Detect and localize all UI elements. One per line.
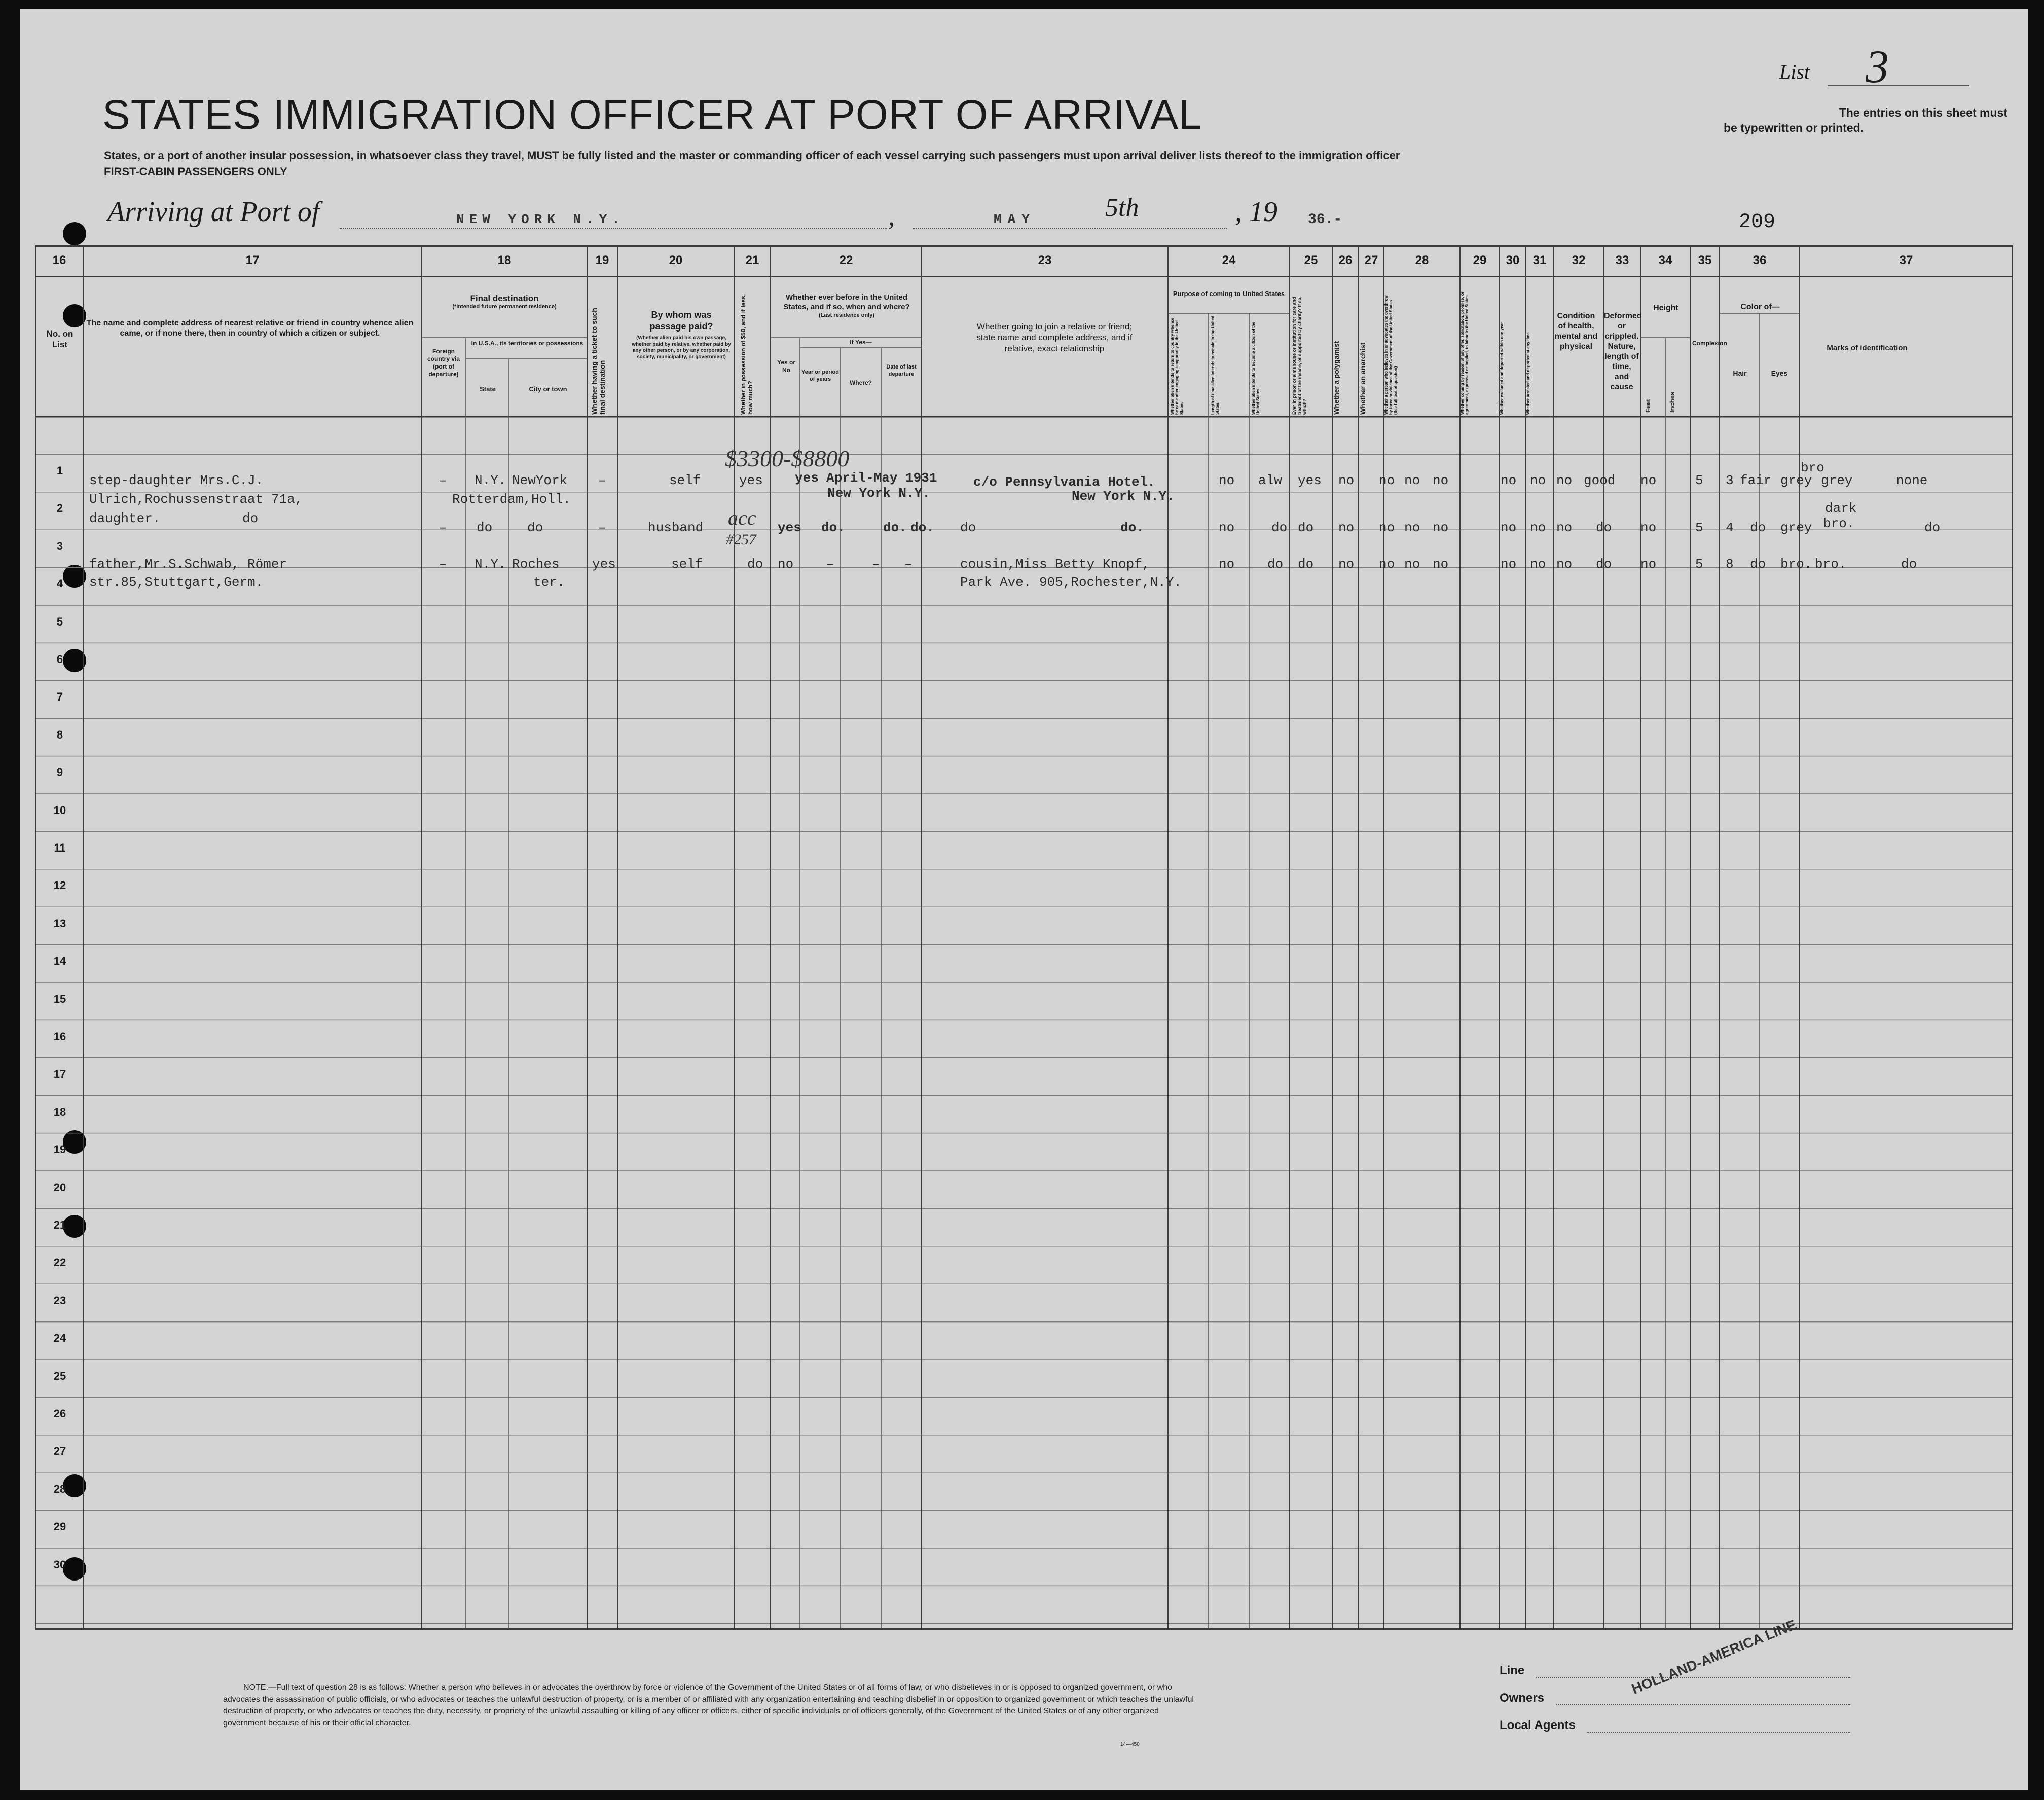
r2-money-note: #257 [726, 531, 756, 548]
row-number: 24 [53, 1332, 66, 1345]
day-value: 5th [1105, 193, 1139, 222]
r1-eyes: grey [1821, 473, 1853, 488]
r1-anarchist: no [1404, 473, 1420, 488]
column-number: 31 [1532, 253, 1547, 267]
column-number: 17 [245, 253, 260, 267]
row-number: 9 [56, 766, 63, 779]
r3-city-1: Roches [512, 557, 560, 572]
header-col20: By whom was passage paid? (Whether alien paid his own passage, whether paid by relative, whether paid by any other person, or by any corporation, society, municipality, or government) [632, 310, 731, 360]
r2-relative-do: do [242, 511, 259, 526]
row-number: 29 [53, 1520, 66, 1533]
manifest-grid [20, 9, 2028, 1790]
header-col18-usa: In U.S.A., its territories or possessions [471, 340, 583, 347]
r1-before-where: New York N.Y. [827, 486, 930, 501]
footnote: NOTE.—Full text of question 28 is as follows: Whether a person who believes in or advocates the overthrow by force or violence of the Government of the United States or of all forms of law, or who disbelieves in or is opposed to organized government, or who advocates the assassination of public officials, or who advocates or teaches the unlawful destruction of property, or is a member of or affiliated with any organization entertaining and teaching disbelief in or opposition to organized government or which teaches the unlawful destruction of property, or who advocates or teaches the duty, necessity, or propriety of the unlawful assaulting or killing of any officer or officers, either of specific individuals or of officers generally, of the Government of the United States or of any other organized government because of his or their official character. [223, 1683, 1194, 1728]
header-no-on-list: No. on List [46, 329, 74, 350]
header-col22-yesno: Yes or No [777, 359, 796, 374]
header-col18-city: City or town [529, 385, 567, 393]
r1-foreign: – [439, 473, 447, 488]
r2-deformed: no [1640, 520, 1657, 535]
r2-before-year: do. [821, 520, 845, 535]
list-label: List [1779, 60, 1810, 83]
r2-join-1: do [960, 520, 976, 535]
r3-join-1: cousin,Miss Betty Knopf, [960, 557, 1150, 572]
r2-length: do [1271, 520, 1288, 535]
r2-money: acc [728, 506, 756, 529]
header-col22: Whether ever before in the United States, and if so, when and where? (Last residence only) [783, 293, 910, 318]
r3-deported: no [1556, 557, 1573, 572]
header-col23: Whether going to join a relative or friend; state name and complete address, and if relative, exact relationship [976, 322, 1133, 353]
r2-return: no [1219, 520, 1235, 535]
header-col22-year: Year or period of years [801, 369, 839, 382]
row-number: 4 [56, 577, 63, 591]
r1-citizen: yes [1298, 473, 1322, 488]
r1-join-2: New York N.Y. [1072, 489, 1175, 504]
row-number: 18 [53, 1105, 66, 1118]
r2-city: do [527, 520, 543, 535]
r1-excluded: no [1530, 473, 1546, 488]
owners-underline [1556, 1704, 1850, 1705]
r2-before-where: do. [883, 520, 907, 535]
column-number: 16 [52, 253, 66, 267]
r1-join-1: c/o Pennsylvania Hotel. [973, 474, 1155, 490]
line-label: Line [1500, 1664, 1525, 1677]
list-number: 3 [1866, 41, 1889, 92]
r3-marks: do [1901, 557, 1917, 572]
column-number: 32 [1572, 253, 1586, 267]
r1-money-note: $3300-$8800 [725, 446, 850, 471]
r3-city-2: ter. [533, 575, 565, 590]
row-number: 17 [53, 1068, 66, 1081]
r3-polygamist: no [1379, 557, 1395, 572]
header-col25: Ever in prison or almshouse or institution for care and treatment of the insane, or supported by charity? If so, which? [1292, 296, 1307, 415]
row-number: 22 [53, 1256, 66, 1269]
r3-inches: 8 [1726, 557, 1734, 572]
r1-money: yes [739, 473, 763, 488]
r2-foreign: – [439, 520, 447, 535]
row-number: 3 [56, 539, 63, 553]
column-number: 29 [1473, 253, 1487, 267]
r3-eyes: bro. [1815, 557, 1847, 572]
header-col33: Deformed or crippled. Nature, length of time, and cause [1604, 312, 1642, 391]
r3-before-year: – [826, 557, 834, 572]
r1-before: yes [795, 470, 819, 486]
r1-relative-2: Ulrich,Rochussenstraat 71a, [89, 492, 303, 507]
row-number: 21 [53, 1219, 66, 1231]
row-number: 13 [53, 916, 66, 930]
page-title: STATES IMMIGRATION OFFICER AT PORT OF ARRIVAL [102, 92, 1202, 138]
r1-length: alw [1258, 473, 1282, 488]
r2-excluded: no [1530, 520, 1546, 535]
header-col18: Final destination (*Intended future permanent residence) [452, 293, 557, 310]
r3-relative-2: str.85,Stuttgart,Germ. [89, 575, 264, 590]
r1-complexion: fair [1740, 473, 1772, 488]
company-stamp: HOLLAND-AMERICA LINE [1629, 1617, 1799, 1697]
row-number: 2 [56, 502, 63, 515]
typewritten-note: The entries on this sheet must be typewritten or printed. [1724, 106, 2008, 134]
header-col22-ifyes: If Yes— [850, 339, 872, 346]
row-number: 11 [54, 841, 66, 854]
arriving-label: Arriving at Port of [107, 196, 320, 228]
column-number: 36 [1753, 253, 1767, 267]
header-col22-date: Date of last departure [886, 364, 917, 377]
r2-before-date: do. [910, 520, 934, 535]
r3-state: N.Y. [474, 557, 506, 572]
header-col24-b: Length of time alien intends to remain in the United States [1211, 315, 1220, 415]
r2-hair: grey [1780, 520, 1812, 535]
column-number: 37 [1899, 253, 1913, 267]
r3-before-where: – [872, 557, 880, 572]
r3-before: no [778, 557, 794, 572]
column-number: 21 [745, 253, 759, 267]
row-number: 7 [56, 690, 63, 704]
year-suffix: 36.- [1308, 212, 1342, 228]
column-number: 18 [497, 253, 512, 267]
row-number: 26 [53, 1407, 66, 1420]
r3-relative: father,Mr.S.Schwab, Römer [89, 557, 287, 572]
header-col34-inches: Inches [1668, 391, 1676, 413]
row-number: 16 [53, 1030, 66, 1043]
r2-join-2: do. [1120, 520, 1144, 535]
column-number: 22 [839, 253, 853, 267]
r1-inches: 3 [1726, 473, 1734, 488]
r1-hair-1: bro [1801, 460, 1824, 475]
header-col28: Whether a person who believes in or advocates the overthrow by force or violence of the Government of the United States (See full text of question) [1384, 295, 1398, 415]
header-col34-feet: Feet [1644, 399, 1652, 413]
r3-foreign: – [439, 557, 447, 572]
r1-marks: none [1896, 473, 1928, 488]
column-number: 20 [669, 253, 683, 267]
header-col17: The name and complete address of nearest relative or friend in country whence alien came, or if none there, then in country of which a citizen or subject. [86, 319, 414, 338]
r1-overthrow: no [1433, 473, 1449, 488]
header-col30: Whether excluded and deported within one year [1500, 322, 1504, 415]
r3-overthrow: no [1433, 557, 1449, 572]
r1-health: good [1584, 473, 1616, 488]
r1-paid: self [669, 473, 701, 488]
column-number: 25 [1304, 253, 1318, 267]
r3-before-date: – [904, 557, 912, 572]
header-col21: Whether in possession of $50, and if less, how much? [740, 293, 754, 415]
header-col24-c: Whether alien intends to become a citizen of the United States [1251, 321, 1261, 415]
row-number: 23 [53, 1294, 66, 1307]
r3-join-2: Park Ave. 905,Rochester,N.Y. [960, 575, 1182, 590]
row-number: 30 [53, 1558, 66, 1571]
year-prefix: , 19 [1235, 196, 1278, 228]
r1-prison: no [1338, 473, 1355, 488]
r3-offer: no [1501, 557, 1517, 572]
r2-anarchist: no [1404, 520, 1420, 535]
row-number: 8 [56, 728, 63, 741]
row-number: 14 [53, 954, 66, 968]
header-col27: Whether an anarchist [1359, 342, 1367, 415]
r3-excluded: no [1530, 557, 1546, 572]
r3-ticket: yes [592, 557, 616, 572]
row-number: 12 [53, 879, 66, 892]
header-col24: Purpose of coming to United States [1173, 290, 1285, 298]
r1-ticket: – [598, 473, 606, 488]
r2-complexion: do [1750, 520, 1766, 535]
r1-city: NewYork [512, 473, 568, 488]
line-underline [1536, 1677, 1850, 1678]
r3-prison: no [1338, 557, 1355, 572]
r2-before: yes [778, 520, 801, 535]
row-number: 28 [53, 1482, 66, 1495]
r1-return: no [1219, 473, 1235, 488]
header-col37: Marks of identification [1827, 344, 1908, 352]
r2-eyes-1: dark [1825, 501, 1857, 516]
column-number: 34 [1658, 253, 1672, 267]
r3-anarchist: no [1404, 557, 1420, 572]
r3-feet: 5 [1695, 557, 1703, 572]
manifest-sheet [20, 9, 2028, 1790]
header-col36: Color of— [1740, 303, 1780, 311]
row-number: 20 [53, 1181, 66, 1194]
comma: , [888, 202, 895, 231]
r1-polygamist: no [1379, 473, 1395, 488]
r1-deformed: no [1640, 473, 1657, 488]
header-col19: Whether having a ticket to such final destination [590, 308, 607, 415]
row-number: 1 [56, 464, 63, 477]
r1-hair-2: grey [1780, 473, 1812, 488]
header-col34: Height [1653, 304, 1678, 312]
row-number: 15 [53, 992, 66, 1005]
owners-label: Owners [1500, 1691, 1545, 1705]
port-value: NEW YORK N.Y. [456, 212, 625, 227]
r3-health: do [1596, 557, 1612, 572]
r2-inches: 4 [1726, 520, 1734, 535]
header-col24-a: Whether alien intends to return to country whence he came after engaging temporarily in the United States [1170, 317, 1184, 415]
r1-relative: step-daughter Mrs.C.J. [89, 473, 264, 488]
r1-offer: no [1501, 473, 1517, 488]
r2-paid: husband [648, 520, 704, 535]
column-number: 24 [1222, 253, 1236, 267]
row-number: 25 [53, 1369, 66, 1382]
row-number: 10 [53, 803, 66, 817]
r3-money: do [747, 557, 763, 572]
r2-relative: daughter. [89, 511, 161, 526]
r3-return: no [1219, 557, 1235, 572]
r2-marks: do [1924, 520, 1941, 535]
agents-label: Local Agents [1500, 1718, 1576, 1732]
column-number: 19 [595, 253, 609, 267]
month-value: MAY [994, 212, 1036, 227]
column-number: 23 [1038, 253, 1052, 267]
r2-ticket: – [598, 520, 606, 535]
header-col36-eyes: Eyes [1771, 369, 1788, 377]
row-number: 6 [56, 653, 63, 666]
header-col26: Whether a polygamist [1332, 341, 1340, 415]
column-number: 27 [1364, 253, 1378, 267]
header-col36-hair: Hair [1733, 369, 1747, 377]
r3-length: do [1267, 557, 1284, 572]
intro-text: States, or a port of another insular possession, in whatsoever class they travel, MUST be fully listed and the master or commanding officer of each vessel carrying such passengers must upon arrival deliver lists thereof to the immigration officer [104, 149, 1400, 162]
class-line: FIRST-CABIN PASSENGERS ONLY [104, 165, 287, 178]
r3-hair: bro. [1780, 557, 1812, 572]
r2-prison: no [1338, 520, 1355, 535]
r2-eyes-2: bro. [1823, 516, 1855, 531]
r2-feet: 5 [1695, 520, 1703, 535]
r2-deported: no [1556, 520, 1573, 535]
r2-city-note: Rotterdam,Holl. [452, 492, 571, 507]
r1-deported: no [1556, 473, 1573, 488]
column-number: 35 [1698, 253, 1712, 267]
form-number: 14—450 [1120, 1742, 1140, 1747]
r1-before-year: April-May 1931 [826, 470, 937, 486]
r3-deformed: no [1640, 557, 1657, 572]
header-col29: Whether coming by reason of any offer, solicitation, promise, or agreement, expressed or implied, to labor in the United States [1460, 291, 1470, 415]
r2-state: do [477, 520, 493, 535]
page-number: 209 [1739, 211, 1776, 234]
r2-offer: no [1501, 520, 1517, 535]
r1-feet: 5 [1695, 473, 1703, 488]
r2-overthrow: no [1433, 520, 1449, 535]
r2-citizen: do [1298, 520, 1314, 535]
header-col31: Whether arrested and deported at any time [1526, 332, 1530, 415]
header-col22-where: Where? [849, 379, 872, 386]
column-number: 33 [1615, 253, 1629, 267]
column-number: 30 [1506, 253, 1520, 267]
column-number: 28 [1415, 253, 1429, 267]
header-col18-foreign: Foreign country via (port of departure) [427, 348, 460, 378]
header-col32: Condition of health, mental and physical [1554, 312, 1598, 351]
r2-polygamist: no [1379, 520, 1395, 535]
r1-state: N.Y. [474, 473, 506, 488]
r3-complexion: do [1750, 557, 1766, 572]
column-number: 26 [1338, 253, 1353, 267]
row-number: 5 [56, 615, 63, 628]
header-col18-state: State [480, 385, 496, 393]
r3-paid: self [671, 557, 703, 572]
r2-health: do [1596, 520, 1612, 535]
agents-underline [1587, 1732, 1850, 1733]
header-col35: Complexion [1692, 340, 1727, 347]
row-number: 27 [53, 1445, 66, 1458]
r3-citizen: do [1298, 557, 1314, 572]
row-number: 19 [53, 1143, 66, 1156]
